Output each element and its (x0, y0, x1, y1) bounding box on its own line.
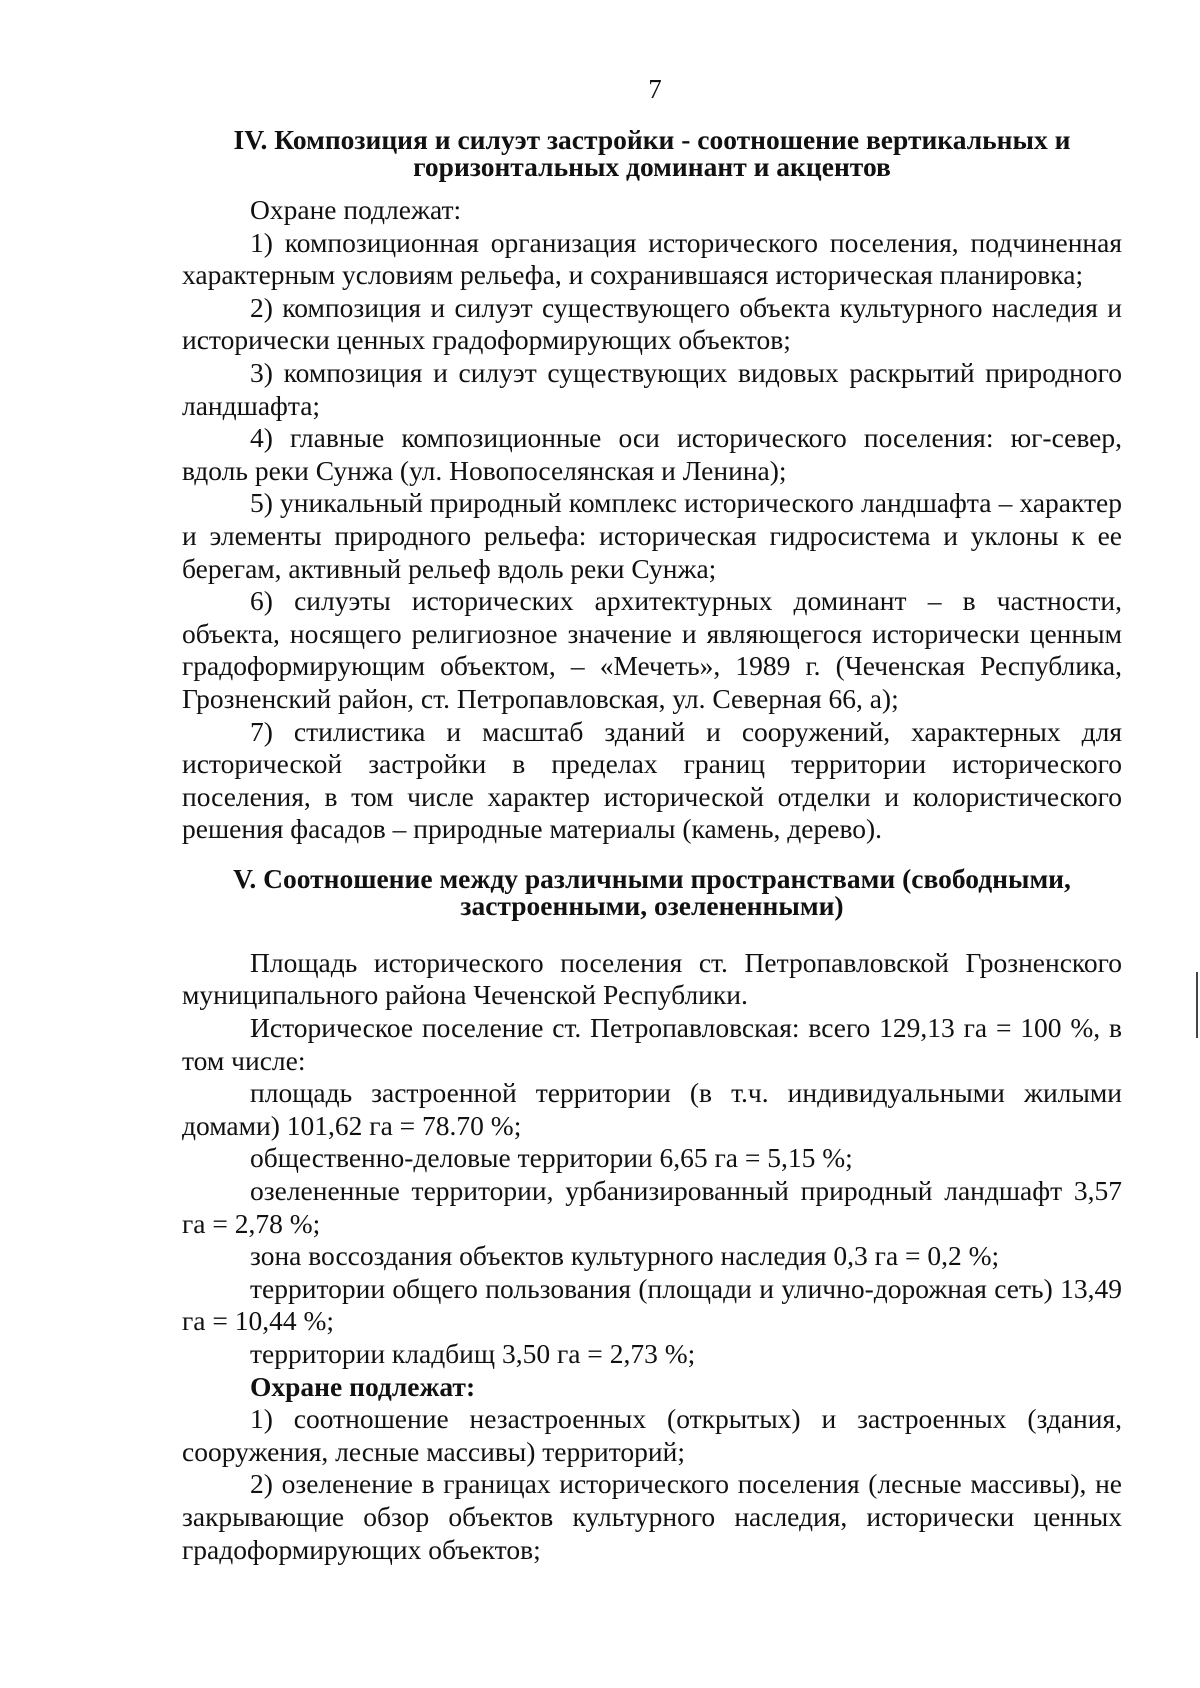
list-item: общественно-деловые территории 6,65 га = 5,15 %; (250, 1142, 853, 1174)
list-item: озелененные территории, урбанизированный природный ландшафт 3,57 га = 2,78 %; (182, 1175, 1122, 1239)
list-item: территории общего пользования (площади и улично-дорожная сеть) 13,49 га = 10,44 %; (182, 1272, 1122, 1337)
document-body (182, 126, 1122, 1566)
section-iv-title: IV. Композиция и силуэт застройки - соотношение вертикальных и горизонтальных доминант и акцентов (233, 124, 1071, 182)
list-item: 2) озеленение в границах исторического поселения (лесные массивы), не закрывающие обзор объектов культурного наследия, исторически ценных градоформирующих объектов; (182, 1468, 1122, 1565)
paragraph: Площадь исторического поселения ст. Петропавловской Грозненского муниципального района Чеченской Республики. (182, 946, 1122, 1011)
list-item: 5) уникальный природный комплекс исторического ландшафта – характер и элементы природного рельефа: историческая гидросистема и уклоны к ее берегам, активный рельеф вдоль реки Сунжа; (182, 487, 1122, 584)
list-item: 6) силуэты исторических архитектурных доминант – в частности, объекта, носящего религиозное значение и являющегося исторически ценным градоформирующим объектом, – «Мечеть», 1989 г. (Чеченская Республика, Грозненский район, ст. Петропавловская, ул. Северная 66, а); (182, 585, 1122, 714)
section-v-body (182, 947, 1122, 1566)
margin-scan-mark (1196, 972, 1198, 1038)
list-item: 1) композиционная организация исторического поселения, подчиненная характерным условиям рельефа, и сохранившаяся историческая планировка; (182, 226, 1122, 291)
list-item: территории кладбищ 3,50 га = 2,73 %; (250, 1338, 696, 1369)
paragraph: Историческое поселение ст. Петропавловская: всего 129,13 га = 100 %, в том числе: (182, 1012, 1122, 1076)
list-item: 3) композиция и силуэт существующих видовых раскрытий природного ландшафта; (182, 356, 1122, 421)
list-item: 4) главные композиционные оси исторического поселения: юг-север, вдоль реки Сунжа (ул. Новопоселянская и Ленина); (182, 422, 1122, 486)
paragraph: Охране подлежат: (250, 194, 462, 225)
list-item: площадь застроенной территории (в т.ч. индивидуальными жилыми домами) 101,62 га = 78.70 %; (182, 1077, 1122, 1141)
list-item: 1) соотношение незастроенных (открытых) и застроенных (здания, сооружения, лесные массивы) территорий; (182, 1403, 1122, 1467)
section-iv-body (182, 194, 1122, 846)
page-number: 7 (648, 74, 662, 104)
list-item: 2) композиция и силуэт существующего объекта культурного наследия и исторически ценных градоформирующих объектов; (182, 291, 1122, 356)
protection-heading: Охране подлежат: (250, 1370, 476, 1402)
section-v-title: V. Соотношение между различными пространствами (свободными, застроенными, озелененными) (233, 862, 1071, 921)
list-item: 7) стилистика и масштаб зданий и сооружений, характерных для исторической застройки в пределах границ территории исторического поселения, в том числе характер исторической отделки и колористического решения фасадов – природные материалы (камень, дерево). (182, 715, 1122, 845)
list-item: зона воссоздания объектов культурного наследия 0,3 га = 0,2 %; (250, 1240, 1000, 1272)
